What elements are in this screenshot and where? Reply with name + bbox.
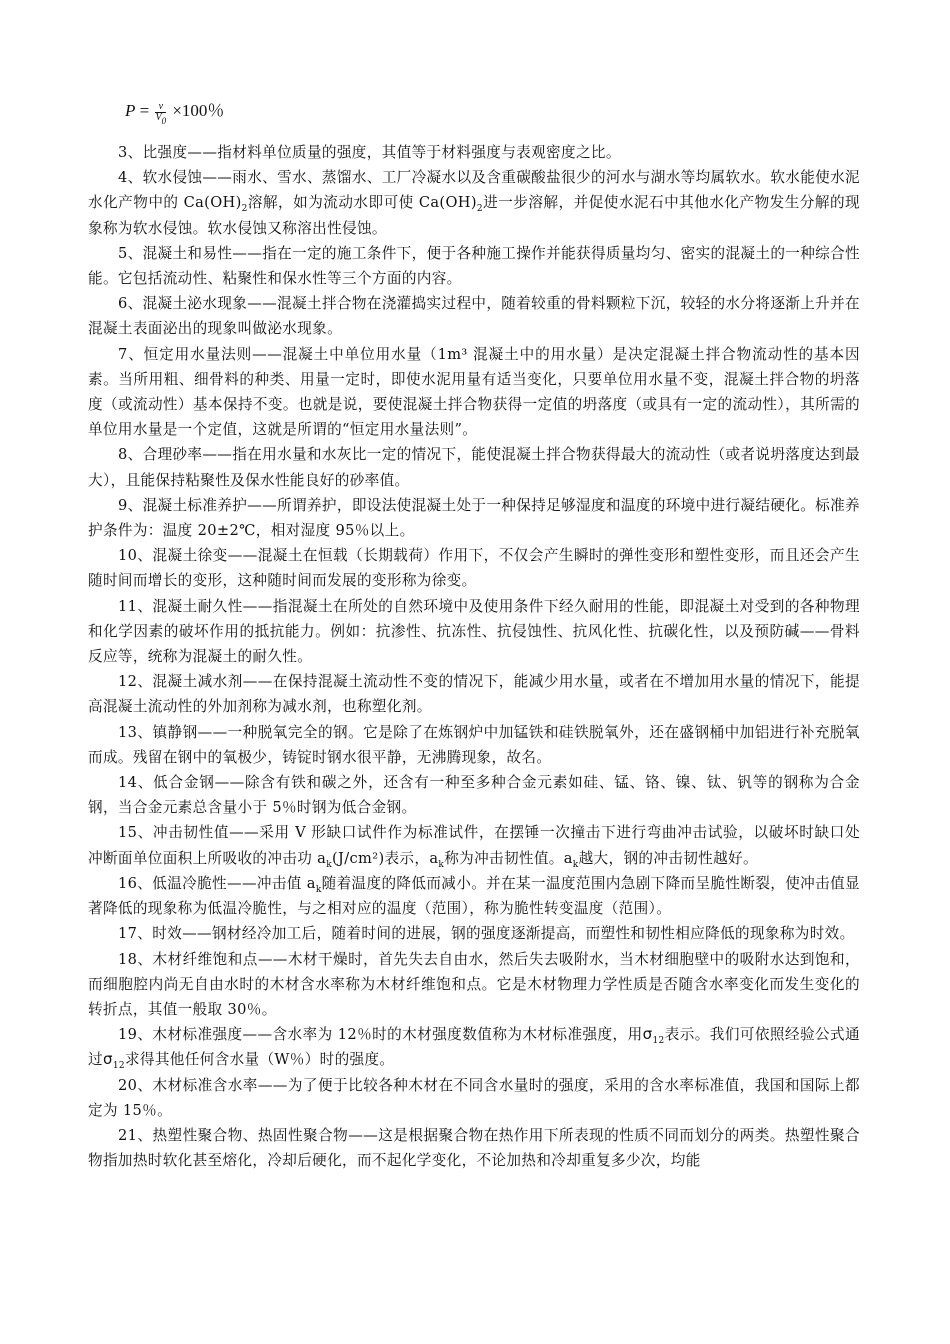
paragraph-3-text: 3、比强度——指材料单位质量的强度，其值等于材料强度与表观密度之比。 [118,144,621,161]
formula-numerator: v [155,102,166,113]
paragraph-7-text: 7、恒定用水量法则——混凝土中单位用水量（1m³ 混凝土中的用水量）是决定混凝土拌合物流动性的基本因素。当所用粗、细骨料的种类、用量一定时，即使水泥用量有适当变化，只要单位用水量不变，混凝土拌合物的坍落度（或流动性）基本保持不变。也就是说，要使混凝土拌合物获得一定值的坍落度（或具有一定的流动性），其所需的单位用水量是一个定值，这就是所谓的“恒定用水量法则”。 [88,345,860,439]
paragraph-4-text-b: 溶解，如为流动水即可使 Ca(OH) [247,194,477,212]
paragraph-19-text-c: 求得其他任何含水量（W％）时的强度。 [124,1051,395,1069]
paragraph-5 [88,241,860,291]
paragraph-13 [88,720,860,770]
subscript-k: k [572,859,579,870]
sigma-symbol: σ [102,1050,113,1069]
formula-rhs: ×100％ [172,101,225,120]
paragraph-11-text: 11、混凝土耐久性——指混凝土在所处的自然环境中及使用条件下经久耐用的性能，即混凝土对受到的各种物理和化学因素的破坏作用的抵抗能力。例如：抗渗性、抗冻性、抗侵蚀性、抗风化性、抗碳化性，以及预防碱——骨料反应等，统称为混凝土的耐久性。 [88,597,860,666]
paragraph-10 [88,543,860,593]
paragraph-19-text-b: 表示。我们可依照经验公式通过 [88,1026,860,1069]
paragraph-17-text: 17、时效——钢材经冷加工后，随着时间的进展，钢的强度逐渐提高，而塑性和韧性相应降低的现象称为时效。 [118,925,855,943]
sigma-symbol: σ [642,1025,653,1044]
paragraph-9 [88,493,860,543]
subscript-k: k [438,859,445,870]
paragraph-6 [88,291,860,341]
paragraph-21-text: 21、热塑性聚合物、热固性聚合物——这是根据聚合物在热作用下所表现的性质不同而划分的两类。热塑性聚合物指加热时软化甚至熔化，冷却后硬化，而不起化学变化，不论加热和冷却重复多少次，均能 [88,1126,860,1170]
paragraph-9-text: 9、混凝土标准养护——所谓养护，即设法使混凝土处于一种保持足够湿度和温度的环境中进行凝结硬化。标准养护条件为：温度 20±2℃，相对湿度 95％以上。 [88,496,860,540]
paragraph-18 [88,947,860,1023]
paragraph-19-text-a: 19、木材标准强度——含水率为 12％时的木材强度数值称为木材标准强度，用 [118,1026,643,1044]
paragraph-15 [88,820,860,870]
paragraph-12-text: 12、混凝土减水剂——在保持混凝土流动性不变的情况下，能减少用水量，或者在不增加用水量的情况下，能提高混凝土流动性的外加剂称为减水剂，也称塑化剂。 [88,673,860,716]
paragraph-18-text: 18、木材纤维饱和点——木材干燥时，首先失去自由水，然后失去吸附水，当木材细胞壁中的吸附水达到饱和，而细胞腔内尚无自由水时的木材含水率称为木材纤维饱和点。它是木材物理力学性质是否随含水率变化而发生变化的转折点，其值一般取 30％。 [88,950,860,1018]
paragraph-6-text: 6、混凝土泌水现象——混凝土拌合物在浇灌捣实过程中，随着较重的骨料颗粒下沉，较轻的水分将逐渐上升并在混凝土表面泌出的现象叫做泌水现象。 [88,295,860,338]
paragraph-12 [88,669,860,719]
formula-lhs: P [125,101,136,120]
subscript-2: 2 [241,204,248,215]
subscript-k: k [315,884,322,895]
paragraph-13-text: 13、镇静钢——一种脱氧完全的钢。它是除了在炼钢炉中加锰铁和硅铁脱氧外，还在盛钢桶中加铝进行补充脱氧而成。残留在钢中的氧极少，铸锭时钢水很平静，无沸腾现象，故名。 [88,723,860,766]
paragraph-4-text-c: 进一步溶解，并促使水泥石中其他水化产物发生分解的现象称为软水侵蚀。软水侵蚀又称溶出性侵蚀。 [88,194,860,237]
formula-denominator-letter: V [155,111,162,123]
formula-fraction [155,100,167,126]
paragraph-20 [88,1073,860,1123]
paragraph-15-text-b: (J/cm²)表示，a [332,849,439,867]
paragraph-3 [88,140,860,165]
formula-equals: = [139,101,150,120]
porosity-formula [125,96,860,140]
formula-denominator [155,111,167,126]
paragraph-20-text: 20、木材标准含水率——为了便于比较各种木材在不同含水量时的强度，采用的含水率标准值，我国和国际上都定为 15％。 [88,1076,860,1119]
paragraph-15-text-d: 越大，钢的冲击韧性越好。 [578,849,758,867]
paragraph-4 [88,165,860,241]
paragraph-21 [88,1123,860,1173]
paragraph-11 [88,594,860,670]
paragraph-8 [88,442,860,492]
paragraph-15-text-a: 15、冲击韧性值——采用 V 形缺口试件作为标准试件，在摆锤一次撞击下进行弯曲冲击试验，以破坏时缺口处冲断面单位面积上所吸收的冲击功 a [88,824,860,867]
formula-denominator-sub: 0 [161,115,167,126]
paragraph-14-text: 14、低合金钢——除含有铁和碳之外，还含有一种至多种合金元素如硅、锰、铬、镍、钛、钒等的钢称为合金钢，当合金元素总含量小于 5％时钢为低合金钢。 [88,774,860,817]
paragraph-8-text: 8、合理砂率——指在用水量和水灰比一定的情况下，能使混凝土拌合物获得最大的流动性（或者说坍落度达到最大），且能保持粘聚性及保水性能良好的砂率值。 [88,446,860,489]
subscript-12: 12 [652,1036,665,1047]
paragraph-15-text-c: 称为冲击韧性值。a [444,849,573,867]
document-page [88,96,860,1173]
subscript-2: 2 [476,204,483,215]
paragraph-19 [88,1022,860,1072]
subscript-12: 12 [112,1061,125,1072]
paragraph-7 [88,342,860,443]
paragraph-16-text-b: 随着温度的降低而减小。并在某一温度范围内急剧下降而呈脆性断裂，使冲击值显著降低的现象称为低温冷脆性，与之相对应的温度（范围），称为脆性转变温度（范围）。 [88,874,860,918]
paragraph-4-text-a: 4、软水侵蚀——雨水、雪水、蒸馏水、工厂冷凝水以及含重碳酸盐很少的河水与湖水等均属软水。软水能使水泥水化产物中的 Ca(OH) [88,169,860,212]
paragraph-16 [88,871,860,921]
paragraph-10-text: 10、混凝土徐变——混凝土在恒载（长期载荷）作用下，不仅会产生瞬时的弹性变形和塑性变形，而且还会产生随时间而增长的变形，这种随时间而发展的变形称为徐变。 [88,547,860,590]
subscript-k: k [326,859,333,870]
paragraph-5-text: 5、混凝土和易性——指在一定的施工条件下，便于各种施工操作并能获得质量均匀、密实的混凝土的一种综合性能。它包括流动性、粘聚性和保水性等三个方面的内容。 [88,244,860,288]
paragraph-14 [88,770,860,820]
paragraph-17 [88,921,860,946]
paragraph-16-text-a: 16、低温冷脆性——冲击值 a [118,874,316,892]
